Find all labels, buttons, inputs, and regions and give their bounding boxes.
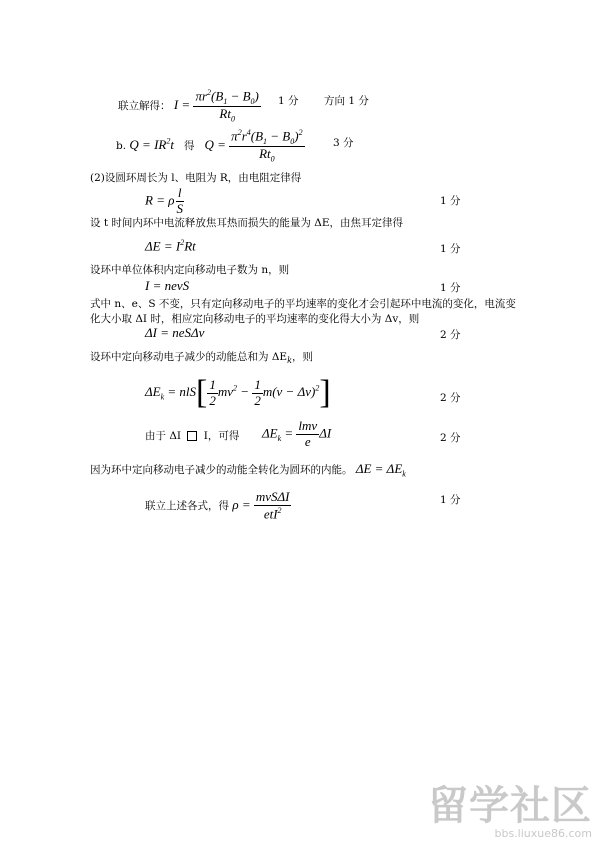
variation-text-2: 化大小取 ΔI 时，相应定向移动电子的平均速率的变化得大小为 Δv，则 [90, 313, 420, 325]
approx-score: 2 分 [440, 432, 461, 444]
delta-current-formula: ΔI = neSΔv [145, 325, 205, 340]
eq2-formula-b: Q = $\frac{\pi^2r^4(B_1 - B_0)^2}{Rt_0}$ [204, 128, 303, 164]
variation-text-1: 式中 n、e、S 不变，只有定向移动电子的平均速率的变化才会引起环中电流的变化，电流变 [90, 298, 516, 310]
eq1-label: 联立解得： [118, 99, 171, 112]
final-label: 联立上述各式，得 [145, 500, 229, 513]
joule-intro: 设 t 时间内环中电流释放焦耳热而损失的能量为 ΔE，由焦耳定律得 [90, 217, 403, 229]
eq1-direction-score: 方向 1 分 [324, 95, 369, 107]
delta-current-score: 2 分 [440, 329, 461, 341]
kinetic-intro: 设环中定向移动电子减少的动能总和为 $\Delta E_k$，则 [90, 351, 313, 366]
final-line [145, 490, 291, 522]
approx-formula: $\Delta E_k$ = $\frac{\text{lmv}}{e}$ ΔI [262, 418, 332, 449]
joule-formula: $\Delta E = I^2Rt$ [145, 238, 196, 254]
kinetic-formula: $\Delta E_k = nlS$[ $\frac{1}{2}$ $mv^2$ − $\frac{1}{2}$ $m(v - \Delta v)^2$] [145, 374, 331, 411]
final-formula: ρ = $\frac{\text{mvSΔI}}{etI^2}$ [232, 489, 290, 522]
eq1-score: 1 分 [278, 95, 299, 107]
current-formula: I = nevS [145, 278, 190, 293]
final-score: 1 分 [440, 494, 461, 506]
kinetic-intro-tail: ，则 [291, 351, 313, 363]
energy-conversion-text: 因为环中定向移动电子减少的动能全转化为圆环的内能。 [90, 464, 353, 476]
resistance-formula: R = ρ $\frac{l}{S}$ [145, 185, 183, 216]
much-less-symbol [187, 431, 197, 441]
joule-score: 1 分 [440, 243, 461, 255]
kinetic-score: 2 分 [440, 392, 461, 404]
resistance-score: 1 分 [440, 195, 461, 207]
approx-line [145, 428, 239, 443]
watermark-url: bbs.liuxue86.com [494, 827, 592, 840]
energy-conversion [90, 461, 406, 479]
eq1-line [118, 88, 261, 124]
eq2-label: b. [116, 139, 127, 152]
part2-intro: (2)设圆环周长为 l、电阻为 R，由电阻定律得 [90, 172, 302, 184]
eq2-connector: 得 [183, 139, 195, 152]
watermark [428, 783, 592, 840]
watermark-logo: 留学社区 [428, 783, 592, 829]
eq2-score: 3 分 [333, 137, 354, 149]
approx-text-a: 由于 ΔI [145, 430, 182, 442]
eq2-formula-a: $Q = IR^2t$ [129, 136, 174, 152]
energy-equality-formula: $\Delta E = \Delta E_k$ [355, 461, 406, 479]
approx-text-b: I，可得 [203, 430, 240, 442]
kinetic-intro-text: 设环中定向移动电子减少的动能总和为 ΔE [90, 351, 288, 363]
eq1-formula: I = $\frac{\pi r^2(B_1 - B_0)}{Rt_0}$ [173, 88, 259, 124]
current-score: 1 分 [440, 282, 461, 294]
electron-density-intro: 设环中单位体积内定向移动电子数为 n，则 [90, 264, 290, 276]
eq2-line [116, 128, 305, 164]
